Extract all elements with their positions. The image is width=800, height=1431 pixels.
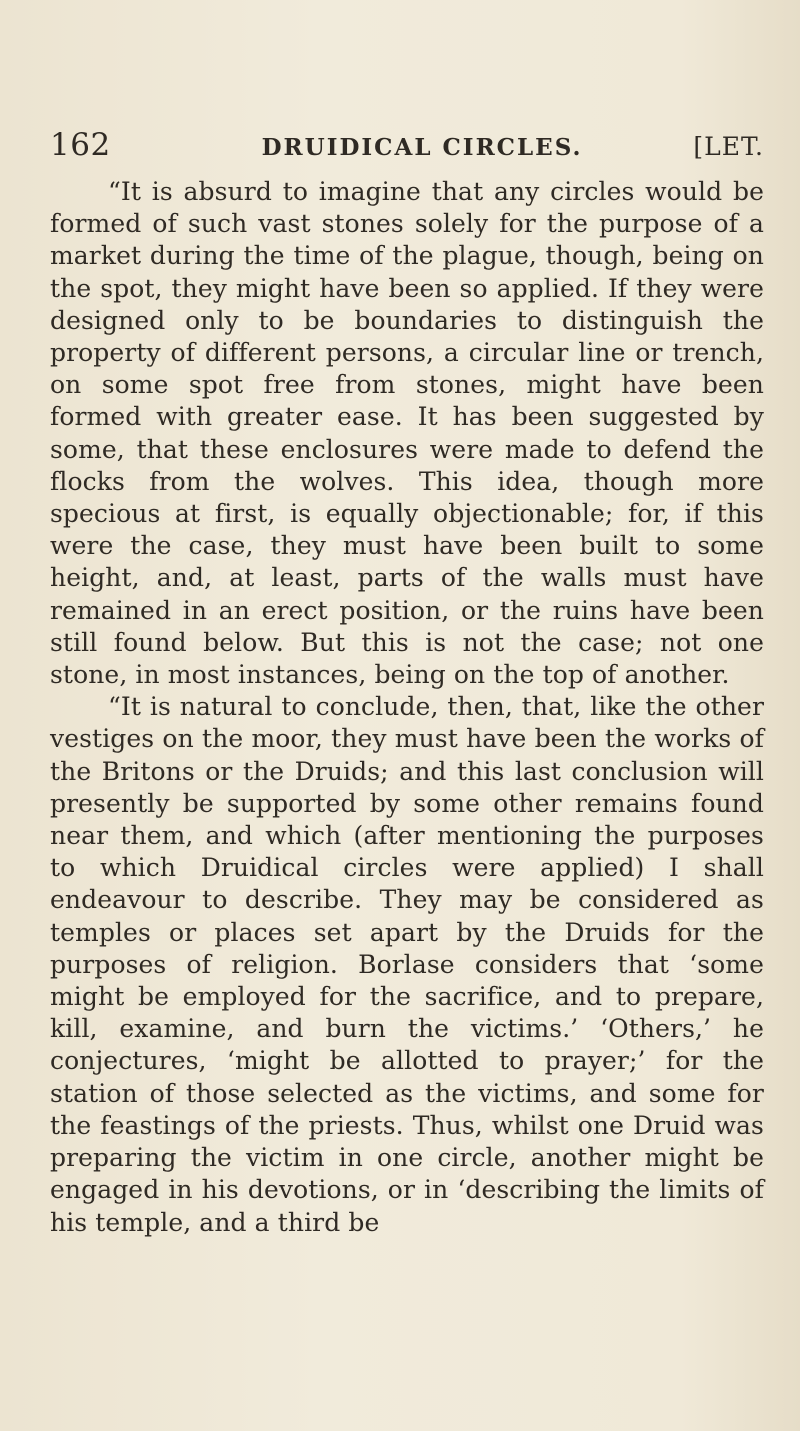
page-body xyxy=(50,176,764,1239)
running-head: DRUIDICAL CIRCLES. xyxy=(261,134,583,161)
paragraph: “It is absurd to imagine that any circles would be formed of such vast stones solely for the purpose of a market during the time of the plague, though, being on the spot, they might have been so applied. If they were designed only to be boundaries to distinguish the property of different persons, a circular line or trench, on some spot free from stones, might have been formed with greater ease. It has been suggested by some, that these enclosures were made to defend the flocks from the wolves. This idea, though more specious at first, is equally objectionable; for, if this were the case, they must have been built to some height, and, at least, parts of the walls must have remained in an erect position, or the ruins have been still found below. But this is not the case; not one stone, in most instances, being on the top of another. xyxy=(50,177,764,690)
page-number: 162 xyxy=(50,127,111,163)
page-header xyxy=(50,127,764,167)
paragraph: “It is natural to conclude, then, that, like the other vestiges on the moor, they must have been the works of the Britons or the Druids; and this last conclusion will presently be supported by some other remains found near them, and which (after mentioning the purposes to which Druidical circles were applied) I shall endeavour to describe. They may be considered as temples or places set apart by the Druids for the purposes of religion. Borlase considers that ‘some might be employed for the sacrifice, and to prepare, kill, examine, and burn the victims.’ ‘Others,’ he conjectures, ‘might be allotted to prayer;’ for the station of those selected as the victims, and some for the feastings of the priests. Thus, whilst one Druid was preparing the victim in one circle, another might be engaged in his devotions, or in ‘describing the limits of his temple, and a third be xyxy=(50,692,764,1237)
chapter-ref: [LET. xyxy=(693,132,764,161)
